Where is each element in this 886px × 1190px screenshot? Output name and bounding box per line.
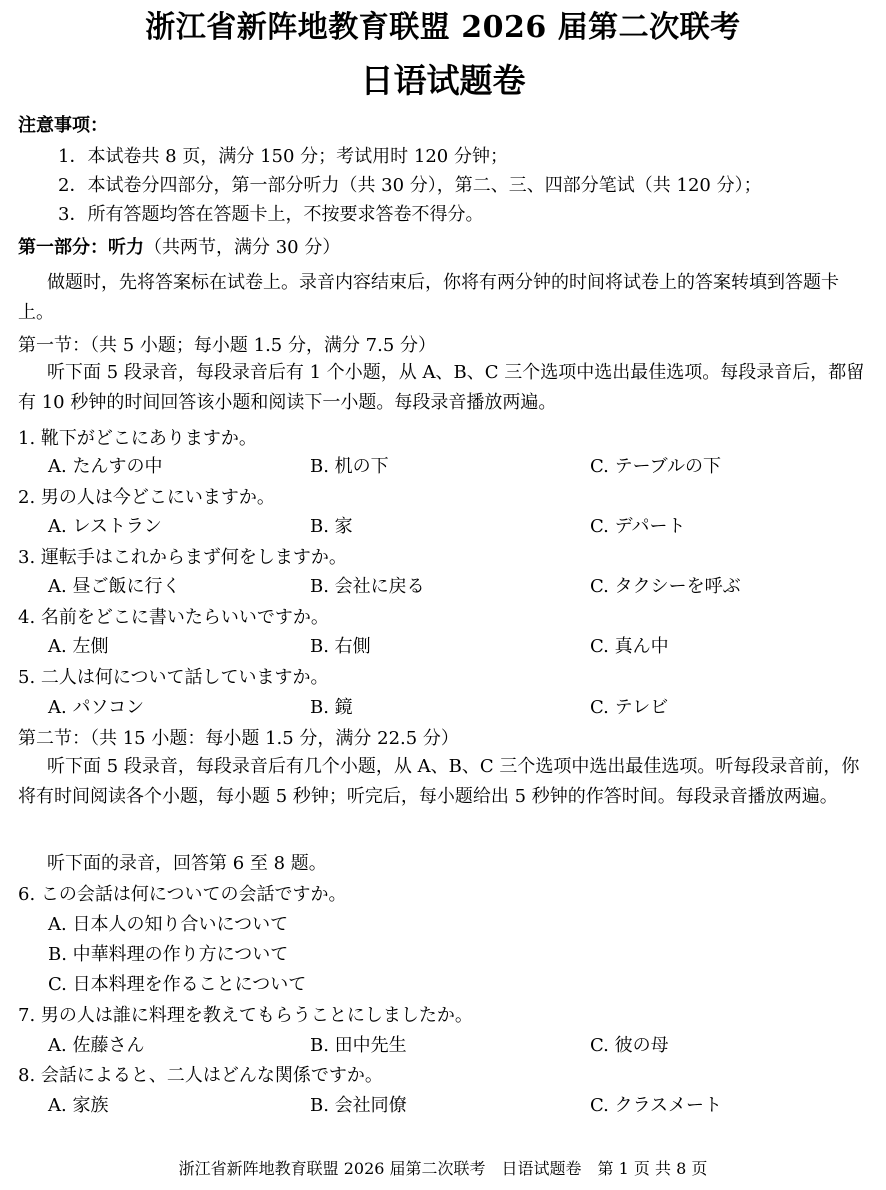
part1-heading-row [18,233,340,259]
option-6a: A. 日本人の知り合いについて [48,914,289,935]
section1-heading: 第一节：（共 5 小题；每小题 1.5 分，满分 7.5 分） [18,335,437,356]
option-5c: C. テレビ [590,697,669,718]
option-2c: C. デパート [590,516,686,537]
option-7a: A. 佐藤さん [48,1035,145,1056]
option-8c: C. クラスメート [590,1095,723,1116]
question-6: 6. この会話は何についての会話ですか。 [18,884,347,905]
section2-heading: 第二节：（共 15 小题：每小题 1.5 分，满分 22.5 分） [18,728,459,749]
option-4b: B. 右側 [310,636,371,657]
option-3a: A. 昼ご飯に行く [48,576,181,597]
page-footer: 浙江省新阵地教育联盟 2026 届第二次联考 日语试题卷 第 1 页 共 8 页 [178,1159,708,1178]
option-7c: C. 彼の母 [590,1035,669,1056]
option-2b: B. 家 [310,516,353,537]
notice-item: 2．本试卷分四部分，第一部分听力（共 30 分），第二、三、四部分笔试（共 120 分）； [58,175,762,196]
section1-instructions: 听下面 5 段录音，每段录音后有 1 个小题，从 A、B、C 三个选项中选出最佳选项。每段录音后，都留有 10 秒钟的时间回答该小题和阅读下一小题。每段录音播放两遍。 [18,362,865,413]
exam-title: 浙江省新阵地教育联盟 2026 届第二次联考 [145,10,741,45]
option-7b: B. 田中先生 [310,1035,407,1056]
question-5: 5. 二人は何について話していますか。 [18,667,329,688]
option-5a: A. パソコン [48,697,145,718]
notice-heading: 注意事项： [18,115,108,136]
option-2a: A. レストラン [48,516,162,537]
notice-item: 1．本试卷共 8 页，满分 150 分；考试用时 120 分钟； [58,146,508,167]
question-8: 8. 会話によると、二人はどんな関係ですか。 [18,1065,383,1086]
option-3b: B. 会社に戻る [310,576,425,597]
section2-instructions: 听下面 5 段录音，每段录音后有几个小题，从 A、B、C 三个选项中选出最佳选项。听每段录音前，你将有时间阅读各个小题，每小题 5 秒钟；听完后，每小题给出 5 秒钟的作答时间。每段录音播放两遍。 [18,756,860,807]
question-3: 3. 運転手はこれからまず何をしますか。 [18,547,347,568]
part1-heading: 第一部分：听力 [18,237,144,258]
option-4c: C. 真ん中 [590,636,669,657]
part1-intro: 做题时，先将答案标在试卷上。录音内容结束后，你将有两分钟的时间将试卷上的答案转填到答题卡上。 [18,272,839,323]
option-6b: B. 中華料理の作り方について [48,944,289,965]
notice-item: 3．所有答题均答在答题卡上，不按要求答卷不得分。 [58,204,484,225]
option-6c: C. 日本料理を作ることについて [48,974,307,995]
option-8b: B. 会社同僚 [310,1095,407,1116]
option-1a: A. たんすの中 [48,456,163,477]
question-7: 7. 男の人は誰に料理を教えてもらうことにしましたか。 [18,1005,473,1026]
option-1c: C. テーブルの下 [590,456,721,477]
part1-heading-note: （共两节，满分 30 分） [144,237,341,258]
option-4a: A. 左側 [48,636,109,657]
group-intro: 听下面的录音，回答第 6 至 8 题。 [47,853,327,874]
option-3c: C. タクシーを呼ぶ [590,576,741,597]
question-2: 2. 男の人は今どこにいますか。 [18,487,275,508]
option-5b: B. 鏡 [310,697,353,718]
option-1b: B. 机の下 [310,456,389,477]
exam-subtitle: 日语试题卷 [360,61,526,100]
question-4: 4. 名前をどこに書いたらいいですか。 [18,607,329,628]
option-8a: A. 家族 [48,1095,109,1116]
question-1: 1. 靴下がどこにありますか。 [18,428,257,449]
